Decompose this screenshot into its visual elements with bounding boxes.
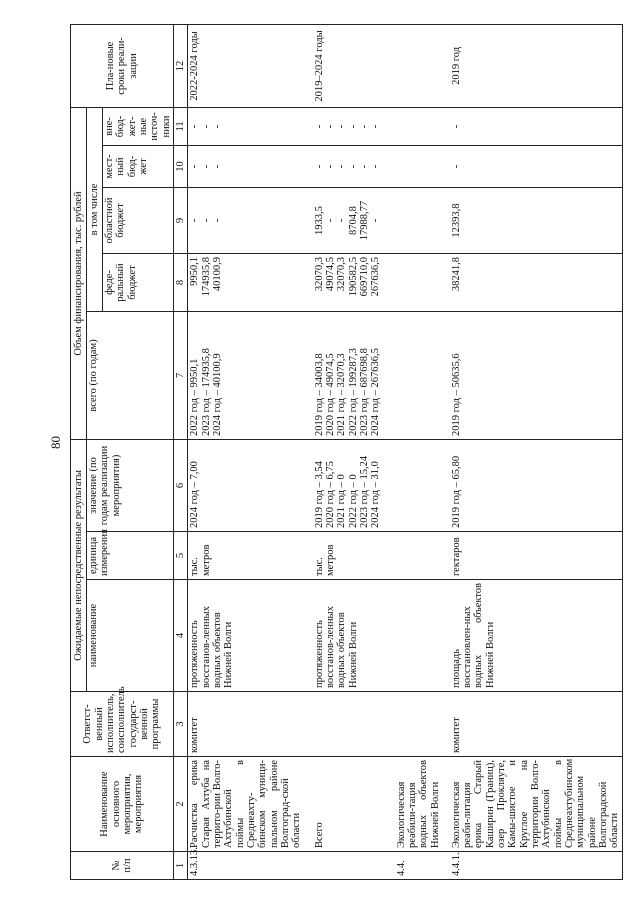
- row-period: 2019–2024 годы: [313, 24, 395, 107]
- col-number: 4: [173, 580, 187, 692]
- col-number: 6: [173, 440, 187, 532]
- col-number: 1: [173, 852, 187, 880]
- header-result-name: наименование: [87, 580, 174, 692]
- row-regional-item: -: [325, 218, 337, 223]
- row-num: 4.4.: [395, 852, 450, 880]
- row-extra: [188, 107, 313, 145]
- row-federal-item: 174935,8: [200, 257, 212, 297]
- row-local-item: -: [336, 164, 348, 169]
- row-federal-item: 9950,1: [189, 257, 201, 286]
- row-federal-item: 190582,5: [347, 257, 359, 297]
- row-extra-item: -: [359, 124, 371, 129]
- table-row: [450, 24, 622, 879]
- row-result-name: протяженность восстанов-ленных водных объектов Нижней Волги: [313, 580, 395, 692]
- row-executor: комитет: [188, 692, 313, 757]
- row-regional-item: -: [200, 218, 212, 223]
- row-num: 4.3.13.: [188, 852, 313, 880]
- row-local-item: -: [211, 164, 223, 169]
- row-unit: гектаров: [450, 532, 622, 580]
- row-value-item: 2022 год – 0: [347, 474, 359, 528]
- row-value-item: 2021 год – 0: [336, 474, 348, 528]
- column-numbers-row: [173, 24, 187, 879]
- row-local-item: -: [450, 164, 462, 169]
- row-total-item: 2020 год – 49074,5: [325, 353, 337, 436]
- table-row: [188, 24, 313, 879]
- row-extra-item: -: [370, 124, 382, 129]
- row-period: 2022-2024 годы: [188, 24, 313, 107]
- page-number: 80: [48, 436, 63, 449]
- header-fund-incl: в том числе: [87, 107, 103, 311]
- col-number: 5: [173, 532, 187, 580]
- header-fund-total: всего (по годам): [87, 312, 174, 440]
- row-value-item: 2019 год – 3,54: [313, 461, 325, 528]
- row-federal-item: 49074,5: [325, 257, 337, 292]
- row-total-item: 2021 год – 32070,3: [336, 353, 348, 436]
- row-extra: [450, 107, 622, 145]
- funding-table: [70, 24, 623, 880]
- row-unit: тыс. метров: [188, 532, 313, 580]
- row-regional: [450, 188, 622, 254]
- row-local-item: -: [347, 164, 359, 169]
- row-total-item: 2019 год – 34003,8: [313, 353, 325, 436]
- row-regional-item: -: [370, 218, 382, 223]
- row-federal-item: 669710,0: [359, 257, 371, 297]
- row-federal-item: 32070,3: [313, 257, 325, 292]
- row-extra-item: -: [189, 124, 201, 129]
- row-local-item: -: [325, 164, 337, 169]
- table-row: [313, 24, 395, 879]
- row-extra-item: -: [347, 124, 359, 129]
- row-extra-item: -: [200, 124, 212, 129]
- row-value-item: 2023 год – 15,24: [359, 455, 371, 528]
- col-number: 2: [173, 757, 187, 852]
- row-total-item: 2023 год – 174935,8: [200, 348, 212, 436]
- row-total-item: 2023 год – 687698,8: [359, 348, 371, 436]
- row-value-item: 2020 год – 6,75: [325, 461, 337, 528]
- row-value-item: 2024 год – 31,0: [370, 461, 382, 528]
- row-extra-item: -: [450, 124, 462, 129]
- row-name: Экологическая реабили-тация водных объектов Нижней Волги: [395, 757, 450, 852]
- row-local: [188, 146, 313, 188]
- header-expected-results: Ожидаемые непосредственные результаты: [71, 440, 87, 692]
- header-local: мест-ный бюд-жет: [103, 146, 174, 188]
- col-number: 3: [173, 692, 187, 757]
- header-executor: Ответст-венный исполнитель, соисполнитель государст-венной программы: [71, 692, 174, 757]
- header-regional: областной бюджет: [103, 188, 174, 254]
- col-number: 9: [173, 188, 187, 254]
- row-extra: [313, 107, 395, 145]
- row-regional-item: 8704,8: [347, 206, 359, 235]
- row-extra-item: -: [313, 124, 325, 129]
- row-values: [313, 440, 395, 532]
- row-local-item: -: [189, 164, 201, 169]
- row-executor: [313, 692, 395, 757]
- row-regional-item: 1933,5: [313, 206, 325, 235]
- row-local-item: -: [359, 164, 371, 169]
- row-regional-item: 17988,77: [359, 200, 371, 241]
- row-federal: [313, 254, 395, 312]
- header-unit: единица измерения: [87, 532, 174, 580]
- row-local: [450, 146, 622, 188]
- row-total: [313, 312, 395, 440]
- row-extra-item: -: [211, 124, 223, 129]
- header-federal: феде-ральный бюджет: [103, 254, 174, 312]
- row-num: 4.4.1.: [450, 852, 622, 880]
- row-federal-item: 40100,9: [211, 257, 223, 292]
- col-number: 12: [173, 24, 187, 107]
- row-regional-item: -: [189, 218, 201, 223]
- header-extra: вне-бюд-жет-ные источ-ники: [103, 107, 174, 145]
- header-value: значение (по годам реализации мероприятия): [87, 440, 174, 532]
- row-total-item: 2022 год – 9950,1: [189, 358, 201, 436]
- header-period: Пла-новые сроки реали-зации: [71, 24, 174, 107]
- row-value-item: 2019 год – 65,80: [450, 455, 462, 528]
- row-values: [188, 440, 313, 532]
- row-period: 2019 год: [450, 24, 622, 107]
- row-name: Всего: [313, 757, 395, 852]
- row-local-item: -: [313, 164, 325, 169]
- row-name: Расчистка ерика Старая Ахтуба на террито-рии Волго-Ахтубинской поймы в Среднеахту-бинском муници-пальном районе Волгоград-ской области: [188, 757, 313, 852]
- col-number: 10: [173, 146, 187, 188]
- col-number: 11: [173, 107, 187, 145]
- row-total: [188, 312, 313, 440]
- row-local: [313, 146, 395, 188]
- header-name: Наименование основного мероприятия, мероприятия: [71, 757, 174, 852]
- row-regional: [188, 188, 313, 254]
- row-extra-item: -: [336, 124, 348, 129]
- row-name: Экологическая реаби-литация ерика Старый Каширин (Границ), озер Прокляуте, Камы-шистое и Круглое на территории Волго-Ахтубинской поймы в Среднеахтубинском муниципальном районе Волгоградской области: [450, 757, 622, 852]
- col-number: 8: [173, 254, 187, 312]
- row-total-item: 2024 год – 267636,5: [370, 348, 382, 436]
- row-federal: [450, 254, 622, 312]
- row-total: [450, 312, 622, 440]
- row-num: [313, 852, 395, 880]
- row-unit: тыс. метров: [313, 532, 395, 580]
- row-federal: [188, 254, 313, 312]
- col-number: 7: [173, 312, 187, 440]
- row-result-name: площадь восстановлен-ных водных объектов Нижней Волги: [450, 580, 622, 692]
- row-local-item: -: [370, 164, 382, 169]
- row-regional-item: -: [211, 218, 223, 223]
- row-regional-item: -: [336, 218, 348, 223]
- rotated-table-container: [70, 25, 621, 880]
- row-federal-item: 38241,8: [450, 257, 462, 292]
- row-executor: комитет: [450, 692, 622, 757]
- row-regional: [313, 188, 395, 254]
- row-value-item: 2024 год – 7,00: [189, 461, 201, 528]
- row-total-item: 2022 год – 199287,3: [347, 348, 359, 436]
- header-num: № п/п: [71, 852, 174, 880]
- row-federal-item: 32070,3: [336, 257, 348, 292]
- row-total-item: 2024 год – 40100,9: [211, 353, 223, 436]
- row-extra-item: -: [325, 124, 337, 129]
- row-federal-item: 267636,5: [370, 257, 382, 297]
- row-regional-item: 12393,8: [450, 203, 462, 238]
- row-result-name: протяженность восстанов-ленных водных объектов Нижней Волги: [188, 580, 313, 692]
- header-funding: Объем финансирования, тыс. рублей: [71, 107, 87, 439]
- row-local-item: -: [200, 164, 212, 169]
- table-row: [395, 24, 450, 879]
- row-values: [450, 440, 622, 532]
- row-total-item: 2019 год – 50635,6: [450, 353, 462, 436]
